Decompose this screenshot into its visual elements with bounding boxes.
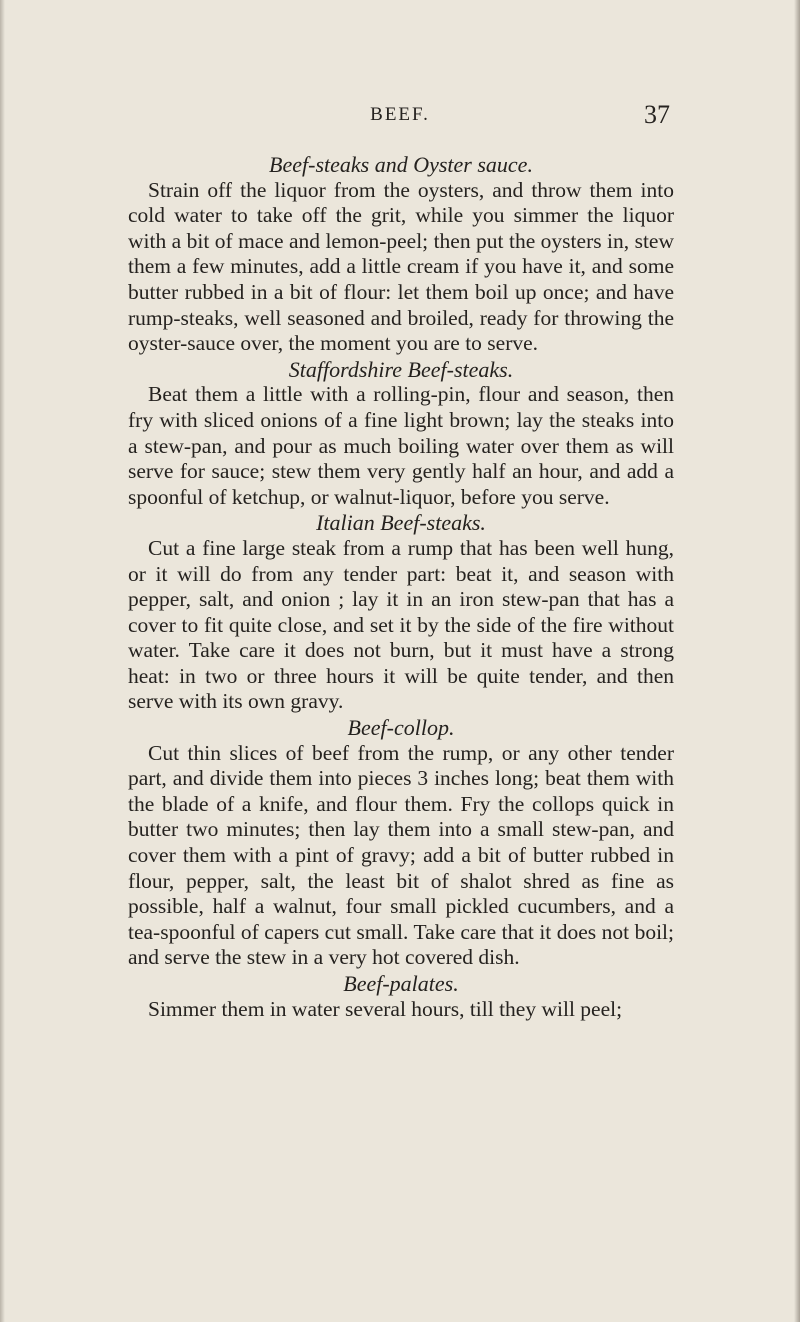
page-header bbox=[130, 100, 670, 134]
recipe-title: Beef-collop. bbox=[347, 715, 455, 741]
recipe-title: Staffordshire Beef-steaks. bbox=[288, 356, 514, 382]
recipe-beef-collop bbox=[128, 715, 674, 971]
recipe-text: Strain off the liquor from the oysters, and throw them into cold water to take off the grit, while you simmer the liquor with a bit of mace and lemon-peel; then put the oysters in, stew them a few minutes, add a little cream if you have it, and some butter rubbed in a bit of flour: let them boil up once; and have rump-steaks, well seasoned and broiled, ready for throwing the oyster-sauce over, the moment you are to serve. bbox=[128, 177, 674, 356]
recipe-beef-palates bbox=[128, 971, 674, 1022]
recipe-text: Cut a fine large steak from a rump that has been well hung, or it will do from any tender part: beat it, and season with pepper, salt, and onion ; lay it in an iron stew-pan that has a cover to fit quite close, and set it by the side of the fire without water. Take care it does not burn, but it must have a strong heat: in two or three hours it will be quite tender, and then serve with its own gravy. bbox=[128, 535, 674, 714]
recipe-title: Italian Beef-steaks. bbox=[316, 510, 486, 536]
recipe-staffordshire-beef-steaks bbox=[128, 357, 674, 511]
recipe-beef-steaks-oyster-sauce bbox=[128, 152, 674, 357]
recipe-title: Beef-palates. bbox=[343, 971, 459, 996]
recipe-italian-beef-steaks bbox=[128, 510, 674, 715]
recipe-text: Beat them a little with a rolling-pin, flour and season, then fry with sliced onions of a fine light brown; lay the steaks into a stew-pan, and pour as much boiling water over them as will serve for sauce; stew them very gently half an hour, and add a spoonful of ketchup, or walnut-liquor, before you serve. bbox=[128, 382, 674, 509]
page-left-edge-shadow bbox=[0, 0, 5, 1322]
recipe-text: Simmer them in water several hours, till they will peel; bbox=[148, 996, 623, 1021]
page-right-edge-shadow bbox=[794, 0, 800, 1322]
recipe-title: Beef-steaks and Oyster sauce. bbox=[269, 152, 533, 177]
recipe-text: Cut thin slices of beef from the rump, or any other tender part, and divide them into pieces 3 inches long; beat them with the blade of a knife, and flour them. Fry the collops quick in butter two minutes; then lay them into a small stew-pan, and cover them with a pint of gravy; add a bit of butter rubbed in flour, pepper, salt, the least bit of shalot shred as fine as possible, half a walnut, four small pickled cucumbers, and a tea-spoonful of capers cut small. Take care that it does not boil; and serve the stew in a very hot covered dish. bbox=[128, 740, 674, 970]
page-number: 37 bbox=[644, 100, 670, 129]
page-body bbox=[128, 152, 674, 1022]
running-head: BEEF. bbox=[370, 104, 430, 125]
